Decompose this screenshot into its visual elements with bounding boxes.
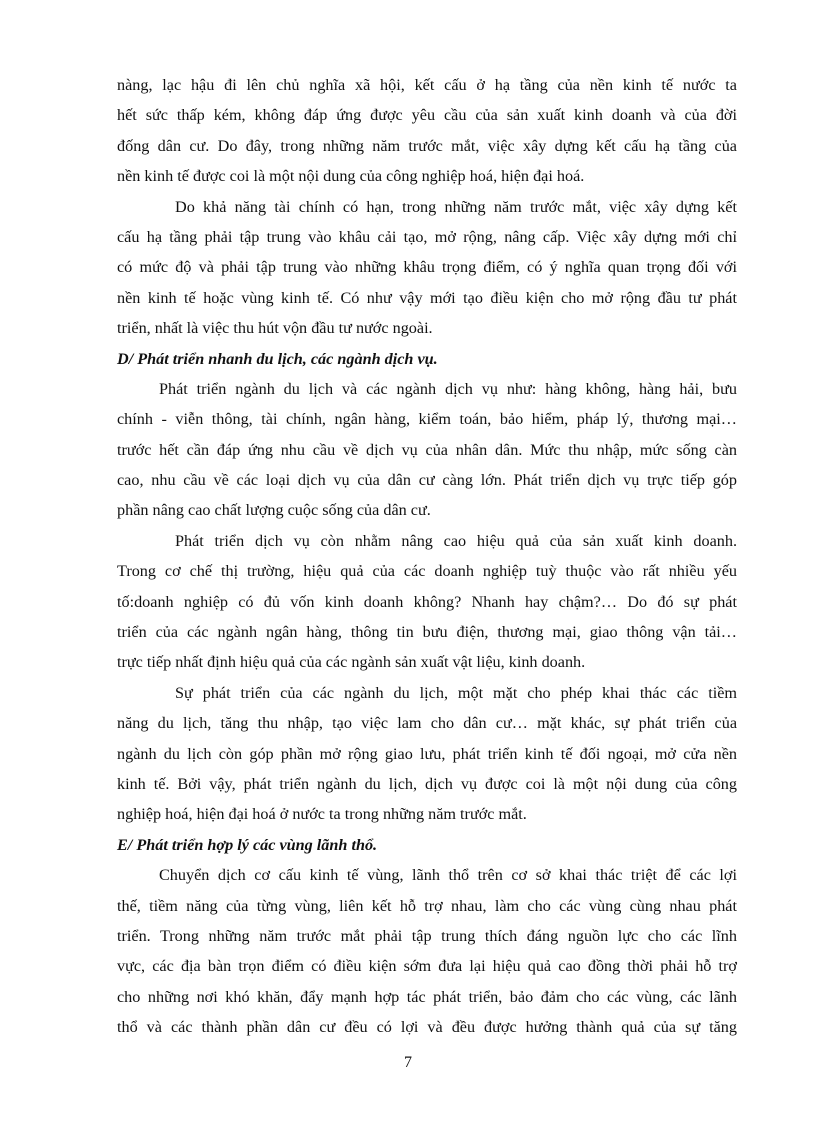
text-line: triển. Trong những năm trước mắt phải tập trung thích đáng nguồn lực cho các lĩnh <box>117 926 737 945</box>
text-line: trước hết cần đáp ứng nhu cầu về dịch vụ của nhân dân. Mức thu nhập, mức sống càn <box>117 440 737 459</box>
text-line: nền kinh tế được coi là một nội dung của công nghiệp hoá, hiện đại hoá. <box>117 167 585 186</box>
text-line: cho những nơi khó khăn, đẩy mạnh hợp tác phát triển, bảo đảm cho các vùng, các lãnh <box>117 987 737 1006</box>
text-line: nàng, lạc hậu đi lên chủ nghĩa xã hội, kết cấu ở hạ tầng của nền kinh tế nước ta <box>117 76 737 94</box>
text-line: nghiệp hoá, hiện đại hoá ở nước ta trong những năm trước mắt. <box>117 805 527 824</box>
text-line: tố:doanh nghiệp có đủ vốn kinh doanh không? Nhanh hay chậm?… Do đó sự phát <box>117 592 737 611</box>
paragraph-first-line: Phát triển ngành du lịch và các ngành dịch vụ như: hàng không, hàng hải, bưu <box>159 379 737 398</box>
text-line: đống dân cư. Do đây, trong những năm trước mắt, việc xây dựng kết cấu hạ tầng của <box>117 136 737 155</box>
section-heading-e: E/ Phát triển hợp lý các vùng lãnh thổ. <box>117 835 378 854</box>
text-line: kinh tế. Bởi vậy, phát triển ngành du lịch, dịch vụ được coi là một nội dung của công <box>117 774 737 793</box>
text-line: trực tiếp nhất định hiệu quả của các ngành sản xuất vật liệu, kinh doanh. <box>117 653 586 672</box>
paragraph-first-line: Phát triển dịch vụ còn nhằm nâng cao hiệu quả của sản xuất kinh doanh. <box>175 531 737 550</box>
document-body <box>117 70 737 1043</box>
paragraph-first-line: Chuyển dịch cơ cấu kinh tế vùng, lãnh thổ trên cơ sở khai thác triệt để các lợi <box>159 866 737 885</box>
text-line: thế, tiềm năng của từng vùng, liên kết hỗ trợ nhau, làm cho các vùng cùng nhau phát <box>117 896 737 915</box>
text-line: cấu hạ tầng phải tập trung vào khâu cải tạo, mở rộng, nâng cấp. Việc xây dựng mới chỉ <box>117 227 737 246</box>
paragraph-first-line: Do khả năng tài chính có hạn, trong những năm trước mắt, việc xây dựng kết <box>175 197 737 216</box>
text-line: triển của các ngành ngân hàng, thông tin bưu điện, thương mại, giao thông vận tải… <box>117 623 737 642</box>
text-line: năng du lịch, tăng thu nhập, tạo việc lam cho dân cư… mặt khác, sự phát triển của <box>117 714 737 733</box>
text-line: thổ và các thành phần dân cư đều có lợi và đều được hưởng thành quả của sự tăng <box>117 1018 737 1037</box>
text-line: ngành du lịch còn góp phần mở rộng giao lưu, phát triển kinh tế đối ngoại, mở cửa nền <box>117 744 737 763</box>
text-line: chính - viễn thông, tài chính, ngân hàng, kiểm toán, bảo hiểm, pháp lý, thương mại… <box>117 410 737 429</box>
text-line: cao, nhu cầu về các loại dịch vụ của dân cư càng lớn. Phát triển dịch vụ trực tiếp góp <box>117 471 737 490</box>
text-line: phần nâng cao chất lượng cuộc sống của dân cư. <box>117 501 431 520</box>
section-heading-d: D/ Phát triển nhanh du lịch, các ngành dịch vụ. <box>117 349 438 368</box>
text-line: Trong cơ chế thị trường, hiệu quả của các doanh nghiệp tuỳ thuộc vào rất nhiều yếu <box>117 562 737 581</box>
paragraph-first-line: Sự phát triển của các ngành du lịch, một mặt cho phép khai thác các tiềm <box>175 683 737 702</box>
text-line: triển, nhất là việc thu hút vộn đầu tư nước ngoài. <box>117 319 433 338</box>
page-number: 7 <box>404 1054 412 1071</box>
text-line: có mức độ và phải tập trung vào những khâu trọng điểm, có ý nghĩa quan trọng đối với <box>117 258 737 277</box>
text-line: vực, các địa bàn trọn điểm có điều kiện sớm đưa lại hiệu quả cao đồng thời phải hỗ trợ <box>117 957 737 976</box>
text-line: nền kinh tế hoặc vùng kinh tế. Có như vậy mới tạo điều kiện cho mở rộng đầu tư phát <box>117 288 737 307</box>
text-line: hết sức thấp kém, không đáp ứng được yêu cầu của sản xuất kinh doanh và của đời <box>117 106 737 125</box>
